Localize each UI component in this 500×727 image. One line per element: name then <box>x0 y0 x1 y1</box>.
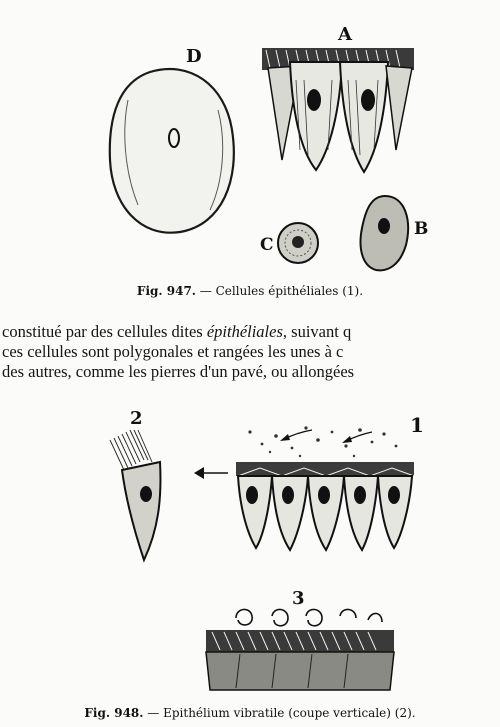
cell-1-illustration <box>236 426 414 550</box>
paragraph-line-2: ces cellules sont polygonales et rangées les unes à c <box>2 342 344 361</box>
figure-948-number: Fig. 948. <box>84 706 144 720</box>
paragraph-line-1 <box>2 322 500 342</box>
label-1: 1 <box>410 413 424 437</box>
label-b: B <box>414 219 429 239</box>
label-a: A <box>338 24 352 45</box>
label-3: 3 <box>292 588 305 609</box>
cell-b-illustration <box>361 196 409 270</box>
figure-947-caption <box>0 284 500 298</box>
line-1-end: , suivant q <box>282 322 352 341</box>
figure-947-dash: — <box>195 284 216 298</box>
figure-948-caption-text: Epithélium vibratile (coupe verticale) (2). <box>163 706 416 720</box>
body-paragraph <box>2 322 500 382</box>
figure-947 <box>0 0 500 300</box>
cell-2-illustration <box>110 430 160 560</box>
line-1-start: constitué par des cellules dites <box>2 322 207 341</box>
direction-arrow <box>194 467 228 479</box>
paragraph-line-3: des autres, comme les pierres d'un pavé, ou allongées <box>2 362 355 381</box>
label-c: C <box>260 235 274 255</box>
figure-948-caption <box>0 706 500 720</box>
cell-c-illustration <box>278 223 318 263</box>
label-d: D <box>186 46 202 67</box>
cell-a-illustration <box>262 48 414 172</box>
cell-d-illustration <box>110 69 234 233</box>
label-2: 2 <box>130 408 143 429</box>
figure-947-caption-text: Cellules épithéliales (1). <box>215 284 364 298</box>
figure-948-dash: — <box>143 706 164 720</box>
figure-947-number: Fig. 947. <box>136 284 196 298</box>
cell-3-illustration <box>206 609 394 690</box>
line-1-italic: épithéliales <box>206 322 283 341</box>
